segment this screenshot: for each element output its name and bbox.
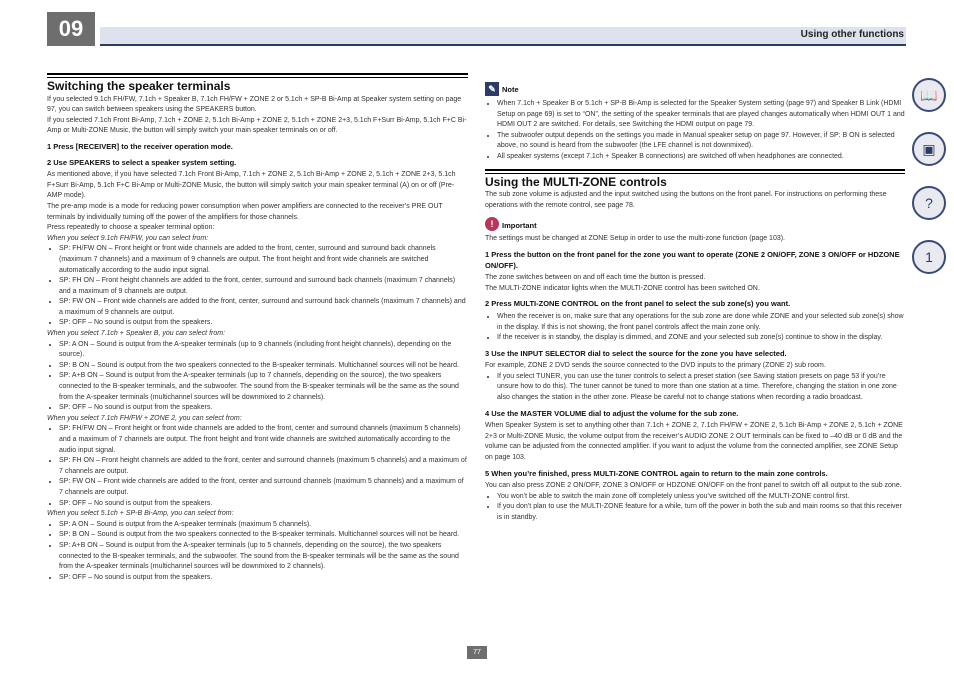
receiver-icon[interactable]: ▣ xyxy=(912,132,946,166)
step-heading: 1 Press the button on the front panel for the zone you want to operate (ZONE 2 ON/OFF, ZONE 3 ON/OFF or HDZONE ON/OFF). xyxy=(485,249,900,270)
step-bullet: • If the receiver is in standby, the display is dimmed, and ZONE and your selected sub zone(s) continue to show in the display. xyxy=(497,333,905,344)
chapter-number: 09 xyxy=(47,12,95,46)
step-heading: 4 Use the MASTER VOLUME dial to adjust the volume for the sub zone. xyxy=(485,408,739,418)
option-list xyxy=(47,340,468,414)
step-bullets xyxy=(485,312,905,344)
speaker-option-groups xyxy=(47,234,468,584)
book-icon[interactable]: 📖 xyxy=(912,78,946,112)
step-heading: 5 When you’re finished, press MULTI-ZONE CONTROL again to return to the main zone controls. xyxy=(485,468,828,478)
option-item: • SP: FH ON – Front height channels are added to the front, center and surround channels (maximum 5 channels) and a maximum of 7 channels are output. xyxy=(59,456,468,477)
group-lead: When you select 7.1ch + Speaker B, you can select from: xyxy=(47,330,226,338)
multizone-heading: Using the MULTI-ZONE controls xyxy=(485,173,905,188)
option-item: • SP: A+B ON – Sound is output from the A-speaker terminals (up to 7 channels, depending on the source), the two speakers connected to the B-speaker terminals, and the subwoofer. The sound from the B-speaker terminals will be the same as the sound from the A-speaker terminals (multichannel sources will be downmixed to 2 channels). xyxy=(59,371,468,403)
step-2: 2 Use SPEAKERS to select a speaker system setting. xyxy=(47,157,237,167)
option-list xyxy=(47,244,468,329)
step-heading: 3 Use the INPUT SELECTOR dial to select the source for the zone you have selected. xyxy=(485,348,787,358)
speaker-terminals-heading: Switching the speaker terminals xyxy=(47,77,468,92)
step-body: When Speaker System is set to anything other than 7.1ch + ZONE 2, 7.1ch FH/FW + ZONE 2, 5.1ch Bi-Amp + ZONE 2, 5.1ch + ZONE 2+3 or Multi-ZONE Music, the volume output from the receiver’s AUDIO ZONE 2 OUT terminals can be fixed to –40 dB or 0 dB and the volume can be adjusted from the connected amplifier. If you want to adjust the volume from the connected amplifier, see ZONE Setup on page 103. xyxy=(485,422,903,462)
number-icon[interactable]: 1 xyxy=(912,240,946,274)
option-item: • SP: A ON – Sound is output from the A-speaker terminals (maximum 5 channels). xyxy=(59,520,468,531)
page-number: 77 xyxy=(467,646,487,659)
option-item: • SP: FH/FW ON – Front height or front wide channels are added to the front, center and surround channels (maximum 5 channels) and a maximum of 7 channels are output. The front height and front wide channels are switched automatically according to the audio input signal. xyxy=(59,424,468,456)
step-heading: 2 Press MULTI-ZONE CONTROL on the front panel to select the sub zone(s) you want. xyxy=(485,299,791,309)
multizone-steps xyxy=(485,250,905,524)
note-label: Note xyxy=(502,85,519,95)
group-lead: When you select 7.1ch FH/FW + ZONE 2, you can select from: xyxy=(47,414,242,422)
header-divider xyxy=(100,44,906,46)
note-item: • When 7.1ch + Speaker B or 5.1ch + SP-B Bi-Amp is selected for the Speaker System setting (page 97) and Speaker B Link (HDMI Setup on page 69) is set to “ON”, the setting of the speaker terminals that are played changes automatically when HDMI OUT 1 and HDMI OUT 2 are switched. For details, see Switching the HDMI output on page 79. xyxy=(497,99,905,131)
important-text: The settings must be changed at ZONE Setup in order to use the multi-zone function (page 103). xyxy=(485,235,786,243)
option-item: • SP: OFF – No sound is output from the speakers. xyxy=(59,573,468,584)
pencil-icon: ✎ xyxy=(485,82,499,96)
body-paragraph: The pre-amp mode is a mode for reducing power consumption when power amplifiers are connected to the receiver’s PRE OUT terminals by individually turning off the power of the amplifiers for those channels. xyxy=(47,202,443,221)
option-item: • SP: A ON – Sound is output from the A-speaker terminals (up to 9 channels (including front height channels), depending on the source). xyxy=(59,340,468,361)
multizone-intro: The sub zone volume is adjusted and the input switched using the buttons on the front panel. For instructions on performing these operations with the remote control, see page 78. xyxy=(485,191,887,209)
section-title: Using other functions xyxy=(800,29,904,40)
important-icon: ! xyxy=(485,217,499,231)
step-bullet: • If you don’t plan to use the MULTI-ZONE feature for a while, turn off the power in both the sub and main rooms so that this receiver is in standby. xyxy=(497,502,905,523)
troubleshoot-icon[interactable]: ? xyxy=(912,186,946,220)
group-lead: When you select 5.1ch + SP-B Bi-Amp, you can select from: xyxy=(47,510,234,518)
intro-paragraph: If you selected 7.1ch Front Bi-Amp, 7.1ch + ZONE 2, 5.1ch Bi-Amp + ZONE 2, 5.1ch + ZONE 2+3, 5.1ch F+Surr Bi-Amp, 5.1ch F+C Bi-Amp or Multi-ZONE Music, the button will simply switch your main speaker terminals on or off. xyxy=(47,116,467,135)
intro-paragraph: If you selected 9.1ch FH/FW, 7.1ch + Speaker B, 7.1ch FH/FW + ZONE 2 or 5.1ch + SP-B Bi-Amp at Speaker system setting on page 97, you can switch between speakers using the SPEAKERS button. xyxy=(47,95,462,114)
option-item: • SP: FH ON – Front height channels are added to the front, center, surround and surround back channels (maximum 7 channels) and a maximum of 9 channels are output. xyxy=(59,276,468,297)
option-item: • SP: B ON – Sound is output from the two speakers connected to the B-speaker terminals. Multichannel sources will not be heard. xyxy=(59,530,468,541)
step-body: The zone switches between on and off each time the button is pressed. xyxy=(485,274,706,282)
step-bullets xyxy=(485,372,905,404)
important-heading xyxy=(485,217,905,231)
step-body: For example, ZONE 2 DVD sends the source connected to the DVD inputs to the primary (ZONE 2) sub room. xyxy=(485,362,826,370)
option-item: • SP: FH/FW ON – Front height or front wide channels are added to the front, center, surround and surround back channels (maximum 7 channels) and a maximum of 9 channels are output. The front height and front wide channels are switched automatically according to the audio input signal. xyxy=(59,244,468,276)
body-paragraph: Press repeatedly to choose a speaker terminal option: xyxy=(47,224,215,232)
step-bullet: • When the receiver is on, make sure that any operations for the sub zone are done while ZONE and your selected sub zone(s) show in the display. If this is not showing, the front panel controls affect the main zone only. xyxy=(497,312,905,333)
left-column xyxy=(47,77,468,583)
step-bullet: • If you select TUNER, you can use the tuner controls to select a preset station (see Saving station presets on page 53 if you’re unsure how to do this). The tuner cannot be tuned to more than one station at a time. Therefore, changing the station in one zone also changes the station in the other zone. Please be careful not to change stations when recording a radio broadcast. xyxy=(497,372,905,404)
group-lead: When you select 9.1ch FH/FW, you can select from: xyxy=(47,234,209,242)
step-1: 1 Press [RECEIVER] to the receiver operation mode. xyxy=(47,141,233,151)
right-column xyxy=(485,82,905,524)
header-band xyxy=(100,27,906,44)
option-list xyxy=(47,520,468,584)
option-item: • SP: OFF – No sound is output from the speakers. xyxy=(59,403,468,414)
body-paragraph: As mentioned above, if you have selected 7.1ch Front Bi-Amp, 7.1ch + ZONE 2, 5.1ch Bi-Amp + ZONE 2, 5.1ch + ZONE 2+3, 5.1ch F+Surr Bi-Amp, 5.1ch F+C Bi-Amp or Multi-ZONE Music, the button will simply switch your main speaker terminal (A) on or off (Pre-AMP mode). xyxy=(47,171,456,200)
note-heading xyxy=(485,82,905,96)
option-item: • SP: OFF – No sound is output from the speakers. xyxy=(59,318,468,329)
option-item: • SP: FW ON – Front wide channels are added to the front, center, surround and surround back channels (maximum 7 channels) and a maximum of 9 channels are output. xyxy=(59,297,468,318)
note-item: • All speaker systems (except 7.1ch + Speaker B connections) are switched off when headphones are connected. xyxy=(497,152,905,163)
note-list xyxy=(485,99,905,163)
option-list xyxy=(47,424,468,509)
option-item: • SP: OFF – No sound is output from the speakers. xyxy=(59,499,468,510)
step-body: You can also press ZONE 2 ON/OFF, ZONE 3 ON/OFF or HDZONE ON/OFF on the front panel to switch off all output to the sub zone. xyxy=(485,482,902,490)
step-bullet: • You won’t be able to switch the main zone off completely unless you’ve switched off the MULTI-ZONE control first. xyxy=(497,492,905,503)
option-item: • SP: B ON – Sound is output from the two speakers connected to the B-speaker terminals. Multichannel sources will not be heard. xyxy=(59,361,468,372)
step-body: The MULTI-ZONE indicator lights when the MULTI-ZONE control has been switched ON. xyxy=(485,284,760,292)
note-item: • The subwoofer output depends on the settings you made in Manual speaker setup on page 97. However, if SP: B ON is selected above, no sound is heard from the subwoofer (the LFE channel is not downmixed). xyxy=(497,131,905,152)
option-item: • SP: FW ON – Front wide channels are added to the front, center and surround channels (maximum 5 channels) and a maximum of 7 channels are output. xyxy=(59,477,468,498)
option-item: • SP: A+B ON – Sound is output from the A-speaker terminals (up to 5 channels, depending on the source), the two speakers connected to the B-speaker terminals, and the subwoofer. The sound from the B-speaker terminals will be the same as the sound from the A-speaker terminals (multichannel sources will be downmixed to 2 channels). xyxy=(59,541,468,573)
step-bullets xyxy=(485,492,905,524)
important-label: Important xyxy=(502,220,537,230)
